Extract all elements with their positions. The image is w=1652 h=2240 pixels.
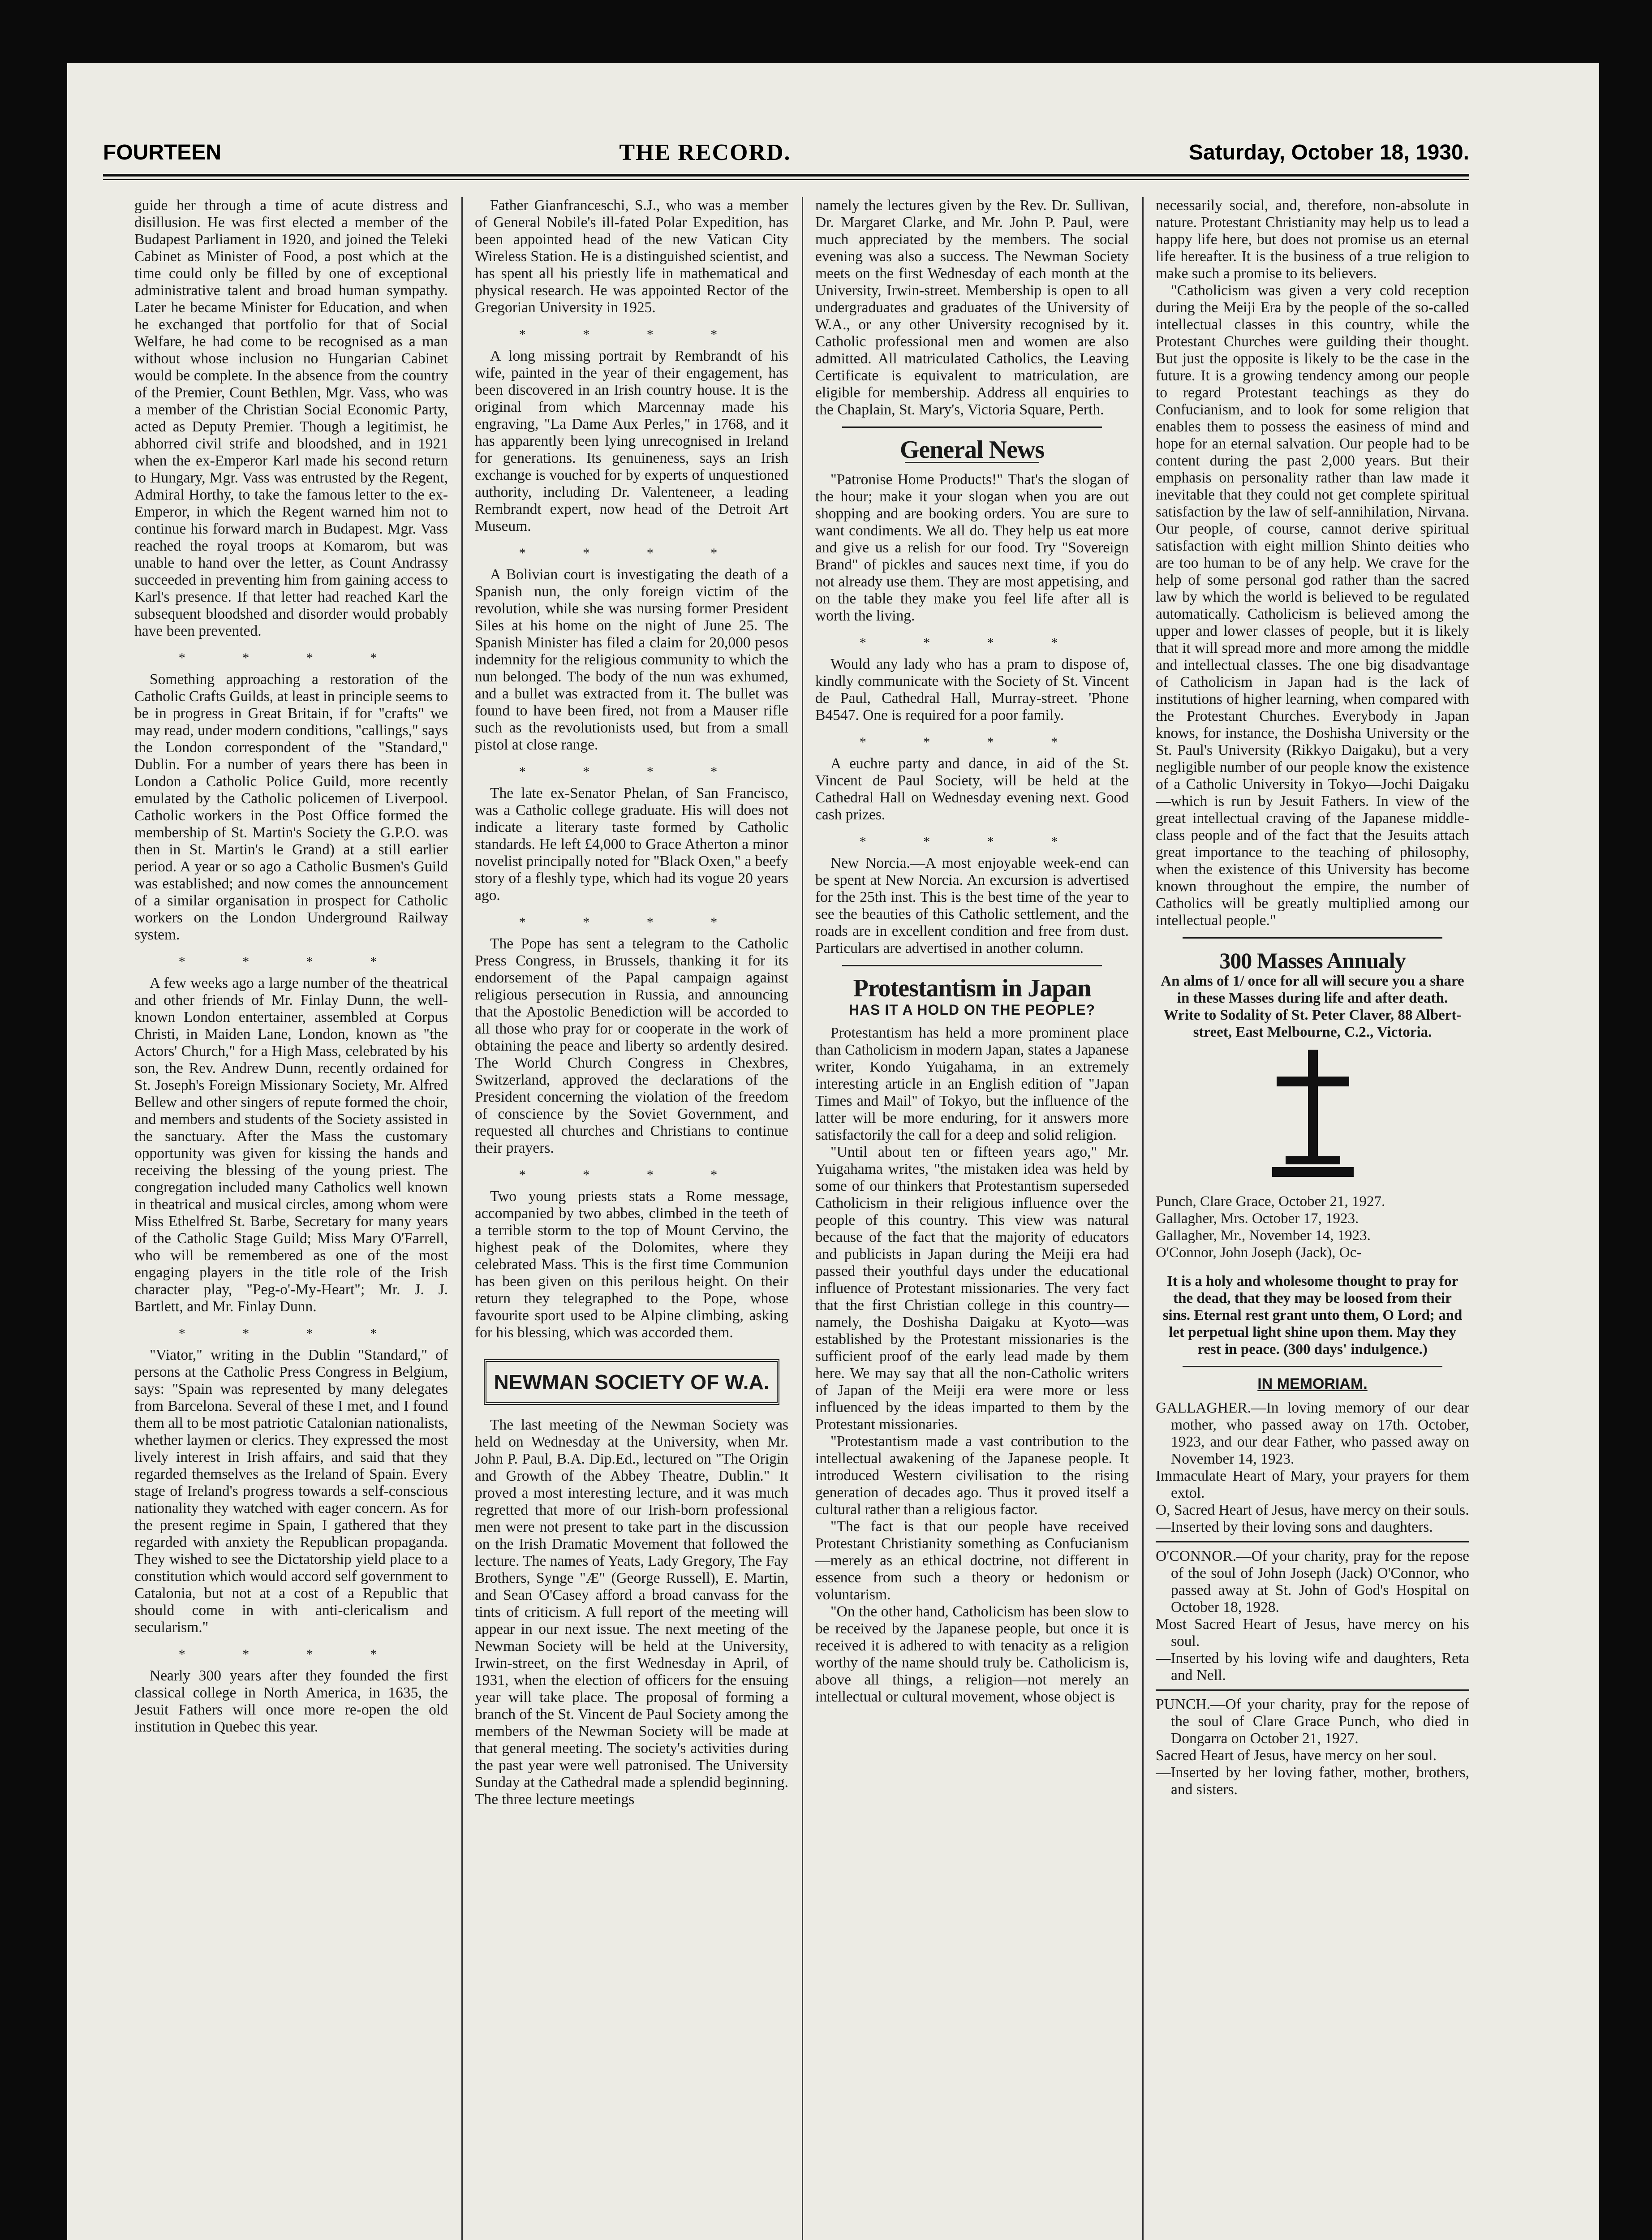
column-4 [1156, 197, 1469, 2240]
article-protestantism-continued: necessarily social, and, therefore, non-absolute in nature. Protestant Christianity may help us to lead a happy life here, but does not promise us an eternal life hereafter. It is the business of a true religion to make such a promise to its believers. [1156, 197, 1469, 282]
paper-title: THE RECORD. [619, 139, 791, 165]
anniversary-item: Gallagher, Mrs. October 17, 1923. [1156, 1210, 1359, 1227]
article-mount-cervino: Two young priests stats a Rome message, accompanied by two abbes, climbed in the teeth of a terrible storm to the top of Mount Cervino, the highest peak of the Dolomites, where they celebrated Mass. This is the first time Communion has been given on this perilous height. On their return they telegraphed to the Pope, whose favourite sport used to be Alpine climbing, asking for his blessing, which was accorded them. [475, 1188, 788, 1341]
protestantism-subheading: HAS IT A HOLD ON THE PEOPLE? [848, 1002, 1096, 1018]
memoriam-inserted-by: —Inserted by her loving father, mother, brothers, and sisters. [1156, 1764, 1469, 1798]
article-protestantism-catholicism: "Catholicism was given a very cold reception during the Meiji Era by the people of the so-called intellectual classes in this country, while the Protestant Churches were guilding their thought. But just the opposite is likely to be the case in the future. It is a growing tendency among our people to regard Protestant teachings as they do Confucianism, and to look for some religion that enables them to possess the easiness of mind and hope for an eternal salvation. Our people had to be content during the past 2,000 years. But their emphasis on personality rather than law made it inevitable that they could not get complete spiritual satisfaction by the law of self-annihilation, Nirvana. Our people, of course, cannot derive spiritual satisfaction with eight million Shinto deities who are too human to be of any help. We crave for the help of some personal god rather than the sacred law by which the world is believed to be regulated automatically. Catholicism is believed among the upper and lower classes of people, but it is likely that it will spread more and more among the middle and intellectual classes. The one big disadvantage of Catholicism in Japan had is the lack of institutions of higher learning, when compared with the Protestant Churches. Everybody in Japan knows, for instance, the Doshisha University or the St. Paul's University (Rikkyo Daigaku), but a very negligible number of our people know the existence of a Catholic University in Tokyo—Jochi Daigaku—which is run by Jesuit Fathers. In view of the great intellectual craving of the Japanese middle-class people and of the fact that the Jesuits attach great importance to the teaching of philosophy, when the existence of this University has become known throughout the empire, the number of Catholics will be greatly multiplied among our intellectual people." [1156, 282, 1469, 929]
column-divider [1142, 197, 1144, 2240]
section-stars: * * * * [519, 1167, 744, 1182]
in-memoriam-notices [1156, 1400, 1469, 1798]
anniversary-list [1156, 1193, 1469, 1261]
article-protestantism-p5: "On the other hand, Catholicism has been slow to be received by the Japanese people, but once it is received it is adhered to with tenacity as a religion worthy of the name should truly be. Catholicism is, above all things, a religion—not merely an intellectual or cultural movement, whose object is [815, 1603, 1129, 1705]
article-new-norcia: New Norcia.—A most enjoyable week-end can be spent at New Norcia. An excursion is advertised for the 25th inst. This is the best time of the year to see the beauties of this Catholic settlement, and the roads are in excellent condition and free from dust. Particulars are advertised in another column. [815, 855, 1129, 956]
article-home-products: "Patronise Home Products!" That's the slogan of the hour; make it your slogan when you are out shopping and are booking orders. You are sure to want condiments. We all do. They help us eat more and give us a relish for our food. Try "Sovereign Brand" of pickles and sauces next time, if you do not already use them. They are most appetising, and on the table they make you feel life after all is worth the living. [815, 471, 1129, 624]
issue-date: Saturday, October 18, 1930. [1188, 140, 1469, 164]
masses-heading: 300 Masses Annualy [1219, 948, 1406, 973]
column-1 [134, 197, 448, 2240]
article-finlay-dunn: A few weeks ago a large number of the theatrical and other friends of Mr. Finlay Dunn, the well-known London entertainer, assembled at Corpus Christi, in Maiden Lane, London, known as "the Actors' Church," for a High Mass, celebrated by his son, the Rev. Andrew Dunn, recently ordained for St. Joseph's Foreign Missionary Society, Mr. Alfred Bellew and other singers of repute formed the choir, and members and students of the Society assisted in the sanctuary. After the Mass the customary opportunity was given for kissing the hands and receiving the blessing of the young priest. The congregation included many Catholics well known in theatrical and musical circles, among whom were Miss Ethelfred St. Barbe, Secretary for many years of the Catholic Stage Guild; Miss Mary O'Farrell, who will be remembered as one of the most engaging players in the title role of the Irish character play, "Peg-o'-My-Heart"; Mr. J. J. Bartlett, and Mr. Finlay Dunn. [134, 975, 448, 1315]
column-divider [802, 197, 803, 2240]
prayer-for-dead: It is a holy and wholesome thought to pray for the dead, that they may be loosed from their sins. Eternal rest grant unto them, O Lord; and let perpetual light shine upon them. May they rest in peace. (300 days' indulgence.) [1162, 1273, 1463, 1357]
in-memoriam-heading: IN MEMORIAM. [1257, 1375, 1368, 1392]
section-stars: * * * * [519, 764, 744, 779]
section-stars: * * * * [519, 327, 744, 342]
memoriam-verse: Most Sacred Heart of Jesus, have mercy on his soul. [1156, 1616, 1469, 1650]
section-stars: * * * * [859, 735, 1085, 750]
article-crafts-guilds: Something approaching a restoration of the Catholic Crafts Guilds, at least in principle seems to be in progress in Great Britain, if for "crafts" we may read, under modern conditions, "callings," says the London correspondent of the "Standard," Dublin. For a number of years there has been in London a Catholic Police Guild, more recently emulated by the Catholic policemen of Liverpool. Catholic workers in the Post Office formed the membership of St. Martin's Society the G.P.O. was then in St. Martin's le Grand) at a still earlier period. A year or so ago a Catholic Busmen's Guild was established; and now comes the announcement of a similar organisation in prospect for Catholic workers on the London Underground Railway system. [134, 671, 448, 943]
divider [1183, 937, 1442, 939]
general-news-heading: General News [899, 436, 1045, 464]
article-rembrandt: A long missing portrait by Rembrandt of his wife, painted in the year of their engagement, has been discovered in an Irish country house. It is the original from which Marcennay made his engraving, "La Dame Aux Perles," in 1768, and it has apparently been lying unrecognised in Ireland for generations. Its genuineness, says an Irish exchange is vouched for by experts of unquestioned authority, including Dr. Valenteneer, a leading Rembrandt expert, now head of the Detroit Art Museum. [475, 348, 788, 534]
section-stars: * * * * [178, 1647, 404, 1662]
anniversary-item: Punch, Clare Grace, October 21, 1927. [1156, 1193, 1385, 1210]
article-quebec: Nearly 300 years after they founded the first classical college in North America, in 1635, the Jesuit Fathers will once more re-open the old institution in Quebec this year. [134, 1667, 448, 1735]
protestantism-heading: Protestantism in Japan [853, 974, 1091, 1002]
memoriam-punch: PUNCH.—Of your charity, pray for the repose of the soul of Clare Grace Punch, who died in Dongarra on October 21, 1927. [1156, 1696, 1469, 1747]
memoriam-gallagher: GALLAGHER.—In loving memory of our dear mother, who passed away on 17th. October, 1923, and our dear Father, who passed away on November 14, 1923. [1156, 1400, 1469, 1467]
masthead [103, 134, 1469, 170]
article-protestantism-p4: "The fact is that our people have received Protestant Christianity something as Confucianism—merely as an ethical doctrine, not different in essence from such a theory or hedonism or voluntarism. [815, 1518, 1129, 1603]
masthead-rule [103, 174, 1469, 177]
divider [842, 426, 1102, 428]
section-stars: * * * * [178, 1326, 404, 1341]
section-stars: * * * * [519, 915, 744, 930]
article-bolivian-court: A Bolivian court is investigating the death of a Spanish nun, the only foreign victim of the revolution, while she was nursing former President Siles at his home on the night of June 25. The Spanish Minister has filed a claim for 20,000 pesos indemnity for the religious community to which the nun belonged. The body of the nun was exhumed, and a bullet was extracted from it. The bullet was found to have been fired, not from a Mauser rifle such as the revolutionists used, but from a small pistol at close range. [475, 566, 788, 753]
memoriam-inserted-by: —Inserted by their loving sons and daughters. [1156, 1519, 1433, 1535]
divider [1183, 1366, 1442, 1367]
article-newman-continued: namely the lectures given by the Rev. Dr. Sullivan, Dr. Margaret Clarke, and Mr. John P. Paul, were much appreciated by the members. The social evening was also a success. The Newman Society meets on the first Wednesday of each month at the University, Irwin-street. Membership is open to all undergraduates and graduates of the University of W.A., or any other University recognised by it. Catholic professional men and women are also admitted. All matriculated Catholics, the Leaving Certificate is equivalent to matriculation, are eligible for membership. Address all enquiries to the Chaplain, St. Mary's, Victoria Square, Perth. [815, 197, 1129, 418]
article-newman-society: The last meeting of the Newman Society was held on Wednesday at the University, when Mr. John P. Paul, B.A. Dip.Ed., lectured on "The Origin and Growth of the Abbey Theatre, Dublin." It proved a most interesting lecture, and it was much regretted that more of our Irish-born professional men were not present to take part in the discussion on the Irish Dramatic Movement that followed the lecture. The names of Yeats, Lady Gregory, The Fay Brothers, Synge "Æ" (George Russell), E. Martin, and Sean O'Casey afford a broad canvass for the tints of criticism. A full report of the meeting will appear in our next issue. The next meeting of the Newman Society will be held at the University, Irwin-street, on the first Wednesday in April, of 1931, when the election of officers for the ensuing year will take place. The proposal of forming a branch of the St. Vincent de Paul Society among the members of the Newman Society will be made at that general meeting. The society's activities during the past year were well patronised. The University Sunday at the Cathedral made a splendid beginning. The three lecture meetings [475, 1417, 788, 1808]
memoriam-verse: O, Sacred Heart of Jesus, have mercy on their souls. [1156, 1502, 1469, 1518]
column-3 [815, 197, 1129, 2240]
newman-society-heading: NEWMAN SOCIETY OF W.A. [484, 1359, 779, 1405]
memoriam-verse: Immaculate Heart of Mary, your prayers for them extol. [1156, 1468, 1469, 1501]
column-2 [475, 197, 788, 2240]
memoriam-inserted-by: —Inserted by his loving wife and daughters, Reta and Nell. [1156, 1650, 1469, 1684]
anniversary-item: O'Connor, John Joseph (Jack), Oc- [1156, 1245, 1362, 1261]
section-stars: * * * * [178, 650, 404, 665]
divider [1156, 1689, 1469, 1691]
article-pram: Would any lady who has a pram to dispose of, kindly communicate with the Society of St. Vincent de Paul, Cathedral Hall, Murray-street. 'Phone B4547. One is required for a poor family. [815, 656, 1129, 724]
section-stars: * * * * [519, 546, 744, 560]
cross-icon [1259, 1050, 1366, 1180]
masthead-rule-thin [103, 179, 1469, 180]
article-phelan: The late ex-Senator Phelan, of San Francisco, was a Catholic college graduate. His will does not indicate a literary taste formed by Catholic standards. He left £4,000 to Grace Atherton a minor novelist principally noted for "Black Oxen," a beefy story of a fleshly type, which had its vogue 20 years ago. [475, 785, 788, 904]
anniversary-item: Gallagher, Mr., November 14, 1923. [1156, 1228, 1371, 1244]
article-gianfranceschi: Father Gianfranceschi, S.J., who was a member of General Nobile's ill-fated Polar Expedition, has been appointed head of the new Vatican City Wireless Station. He is a distinguished scientist, and has spent all his priestly life in mathematical and physical research. He was appointed Rector of the Gregorian University in 1925. [475, 197, 788, 316]
memoriam-oconnor: O'CONNOR.—Of your charity, pray for the repose of the soul of John Joseph (Jack) O'Connor, who passed away at St. John of God's Hospital on October 18, 1928. [1156, 1548, 1469, 1615]
article-euchre-party: A euchre party and dance, in aid of the St. Vincent de Paul Society, will be held at the Cathedral Hall on Wednesday evening next. Good cash prizes. [815, 755, 1129, 823]
article-protestantism-p3: "Protestantism made a vast contribution to the intellectual awakening of the Japanese people. It introduced Western civilisation to the rising generation of decades ago. Thus it proved itself a cultural rather than a religious factor. [815, 1433, 1129, 1518]
article-protestantism-intro: Protestantism has held a more prominent place than Catholicism in modern Japan, states a Japanese writer, Kondo Yuigahama, in an extremely interesting article in an English edition of "Japan Times and Mail" of Tokyo, but the influence of the latter will be more enduring, for it answers more satisfactorily the call for a deep and solid religion. [815, 1025, 1129, 1143]
divider [1156, 1541, 1469, 1542]
section-stars: * * * * [178, 954, 404, 969]
column-divider [461, 197, 463, 2240]
section-stars: * * * * [859, 635, 1085, 650]
divider [842, 965, 1102, 966]
masses-notice: An alms of 1/ once for all will secure you a share in these Masses during life and after death. Write to Sodality of St. Peter Claver, 88 Albert-street, East Melbourne, C.2., Victoria. [1161, 973, 1464, 1040]
section-stars: * * * * [859, 834, 1085, 849]
article-viator: "Viator," writing in the Dublin "Standard," of persons at the Catholic Press Congress in Belgium, says: "Spain was represented by many delegates from Barcelona. Several of these I met, and I found them all to be most patriotic Catalonian nationalists, whether laymen or clerics. They expressed the most lively interest in Irish affairs, and said that they regarded themselves as the Ireland of Spain. Every stage of Ireland's progress towards a self-conscious nationality they watched with eager concern. As for the present regime in Spain, I gathered that they regarded with anxiety the Republican propaganda. They wished to see the Dictatorship yield place to a constitution which would accord self government to Catalonia, but not at a cost of a Republic that should come in with anti-clericalism and secularism." [134, 1347, 448, 1636]
article-pope-telegram: The Pope has sent a telegram to the Catholic Press Congress, in Brussels, thanking it for its endorsement of the Papal campaign against religious persecution in Russia, and announcing that the Apostolic Benediction will be accorded to all those who pray for or cooperate in the work of obtaining the peace and liberty so ardently desired. The World Church Congress in Chexbres, Switzerland, approved the declarations of the President concerning the violation of the freedom of conscience by the Soviet Government, and requested all churches and Christians to continue their prayers. [475, 935, 788, 1156]
memoriam-verse: Sacred Heart of Jesus, have mercy on her soul. [1156, 1747, 1437, 1764]
page-number: FOURTEEN [103, 140, 221, 164]
article-protestantism-p2: "Until about ten or fifteen years ago," Mr. Yuigahama writes, "the mistaken idea was held by some of our thinkers that Protestantism superseded Catholicism in their religious influence over the people of this country. This view was natural because of the fact that the majority of educators and publicists in Japan during the Meiji era had passed their youthful days under the educational influence of Protestant missionaries. The very fact that the first Christian college in this country—namely, the Doshisha Daigaku at Kyoto—was established by the Protestant missionaries is the sufficient proof of the early lead made by them here. We may say that all the non-Catholic writers of Japan of the Meiji era were more or less influenced by the ideas imparted to them by the Protestant missionaries. [815, 1144, 1129, 1433]
article-vass: guide her through a time of acute distress and disillusion. He was first elected a member of the Budapest Parliament in 1920, and joined the Teleki Cabinet as Minister of Food, a post which at the time could only be filled by one of exceptional administrative talent and broad human sympathy. Later he became Minister for Education, and when he exchanged that portfolio for that of Social Welfare, he had come to be recognised as a man without whose inclusion no Hungarian Cabinet would be complete. In the absence from the country of the Premier, Count Bethlen, Mgr. Vass, who was a member of the Christian Social Economic Party, acted as Deputy Premier. Though a legitimist, he abhorred civil strife and bloodshed, and in 1921 when the ex-Emperor Karl made his second return to Hungary, Mgr. Vass was entrusted by the Regent, Admiral Horthy, to take the famous letter to the ex-Emperor, in which the Regent warned him not to continue his forward march in Budapest. Mgr. Vass reached the royal troops at Komarom, but was unable to hand over the letter, as Count Andrassy succeeded in preventing him from gaining access to Karl's presence. If that letter had reached Karl the subsequent bloodshed and disorder would probably have been prevented. [134, 197, 448, 639]
